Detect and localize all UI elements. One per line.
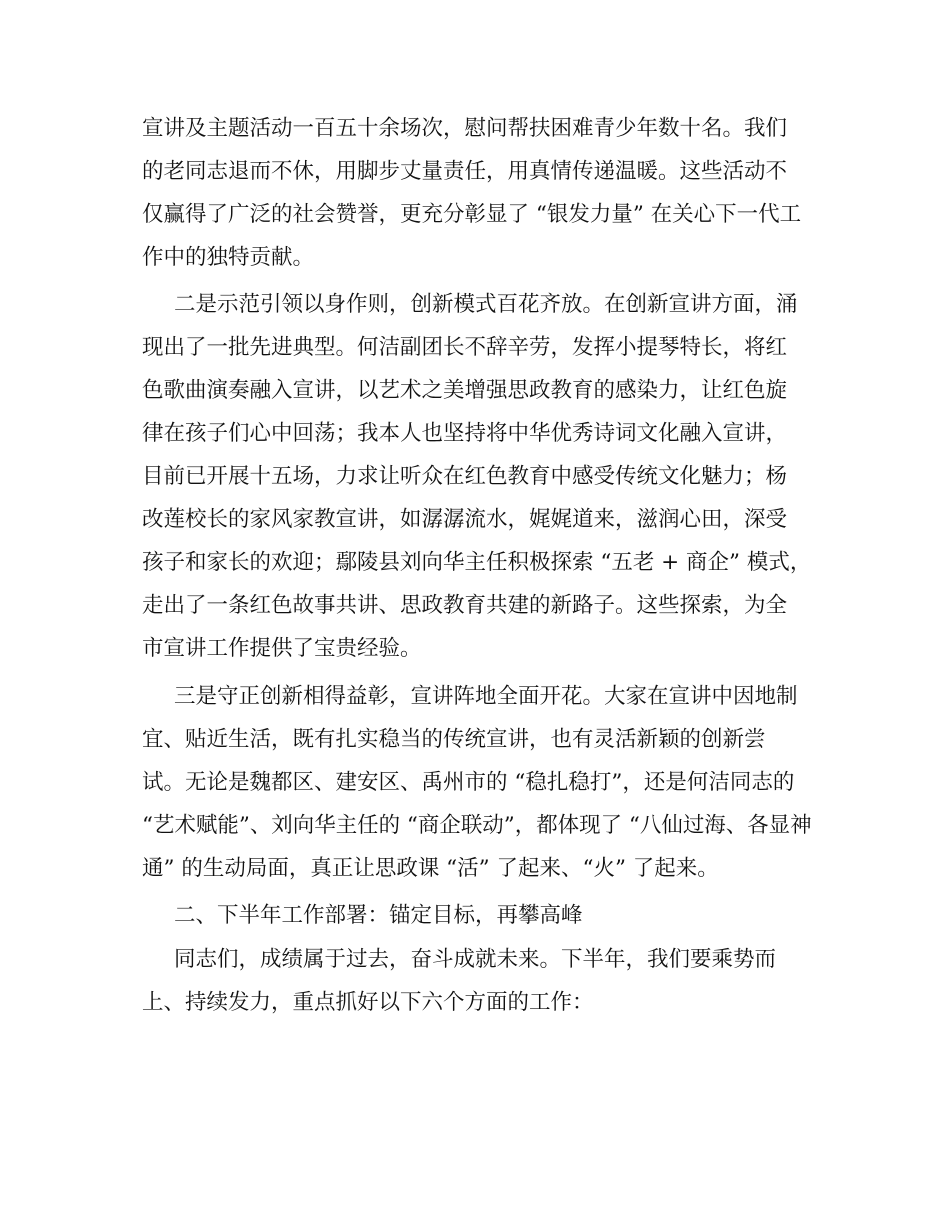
paragraph-line: 目前已开展十五场，力求让听众在红色教育中感受传统文化魅力；杨 <box>142 464 788 489</box>
paragraph-line: 走出了一条红色故事共讲、思政教育共建的新路子。这些探索，为全 <box>142 593 788 618</box>
paragraph-line: 市宣讲工作提供了宝贵经验。 <box>142 636 422 661</box>
paragraph-line: 同志们，成绩属于过去，奋斗成就未来。下半年，我们要乘势而 <box>174 947 777 972</box>
paragraph-line: 孩子和家长的欢迎；鄢陵县刘向华主任积极探索 “五老 + 商企” 模式， <box>142 550 812 575</box>
paragraph-line: 仅赢得了广泛的社会赞誉，更充分彰显了 “银发力量” 在关心下一代工 <box>142 202 802 227</box>
paragraph-line: 宣讲及主题活动一百五十余场次，慰问帮扶困难青少年数十名。我们 <box>142 116 788 141</box>
paragraph-line: 宜、贴近生活，既有扎实稳当的传统宣讲，也有灵活新颖的创新尝 <box>142 727 766 752</box>
paragraph-line: 现出了一批先进典型。何洁副团长不辞辛劳，发挥小提琴特长，将红 <box>142 335 788 360</box>
section-heading: 二、下半年工作部署：锚定目标，再攀高峰 <box>174 903 583 928</box>
paragraph-line: 律在孩子们心中回荡；我本人也坚持将中华优秀诗词文化融入宣讲， <box>142 421 788 446</box>
paragraph-line: 三是守正创新相得益彰，宣讲阵地全面开花。大家在宣讲中因地制 <box>174 684 798 709</box>
paragraph-line: 二是示范引领以身作则，创新模式百花齐放。在创新宣讲方面，涌 <box>174 292 798 317</box>
paragraph-line: 通” 的生动局面，真正让思政课 “活” 了起来、“火” 了起来。 <box>142 856 719 881</box>
paragraph-line: 色歌曲演奏融入宣讲，以艺术之美增强思政教育的感染力，让红色旋 <box>142 378 788 403</box>
paragraph-line: “艺术赋能”、刘向华主任的 “商企联动”，都体现了 “八仙过海、各显神 <box>142 813 812 838</box>
paragraph-line: 上、持续发力，重点抓好以下六个方面的工作： <box>142 990 594 1015</box>
paragraph-line: 作中的独特贡献。 <box>142 245 315 270</box>
paragraph-line: 的老同志退而不休，用脚步丈量责任，用真情传递温暖。这些活动不 <box>142 159 788 184</box>
paragraph-line: 改莲校长的家风家教宣讲，如潺潺流水，娓娓道来，滋润心田，深受 <box>142 507 788 532</box>
paragraph-line: 试。无论是魏都区、建安区、禹州市的 “稳扎稳打”，还是何洁同志的 <box>142 770 795 795</box>
